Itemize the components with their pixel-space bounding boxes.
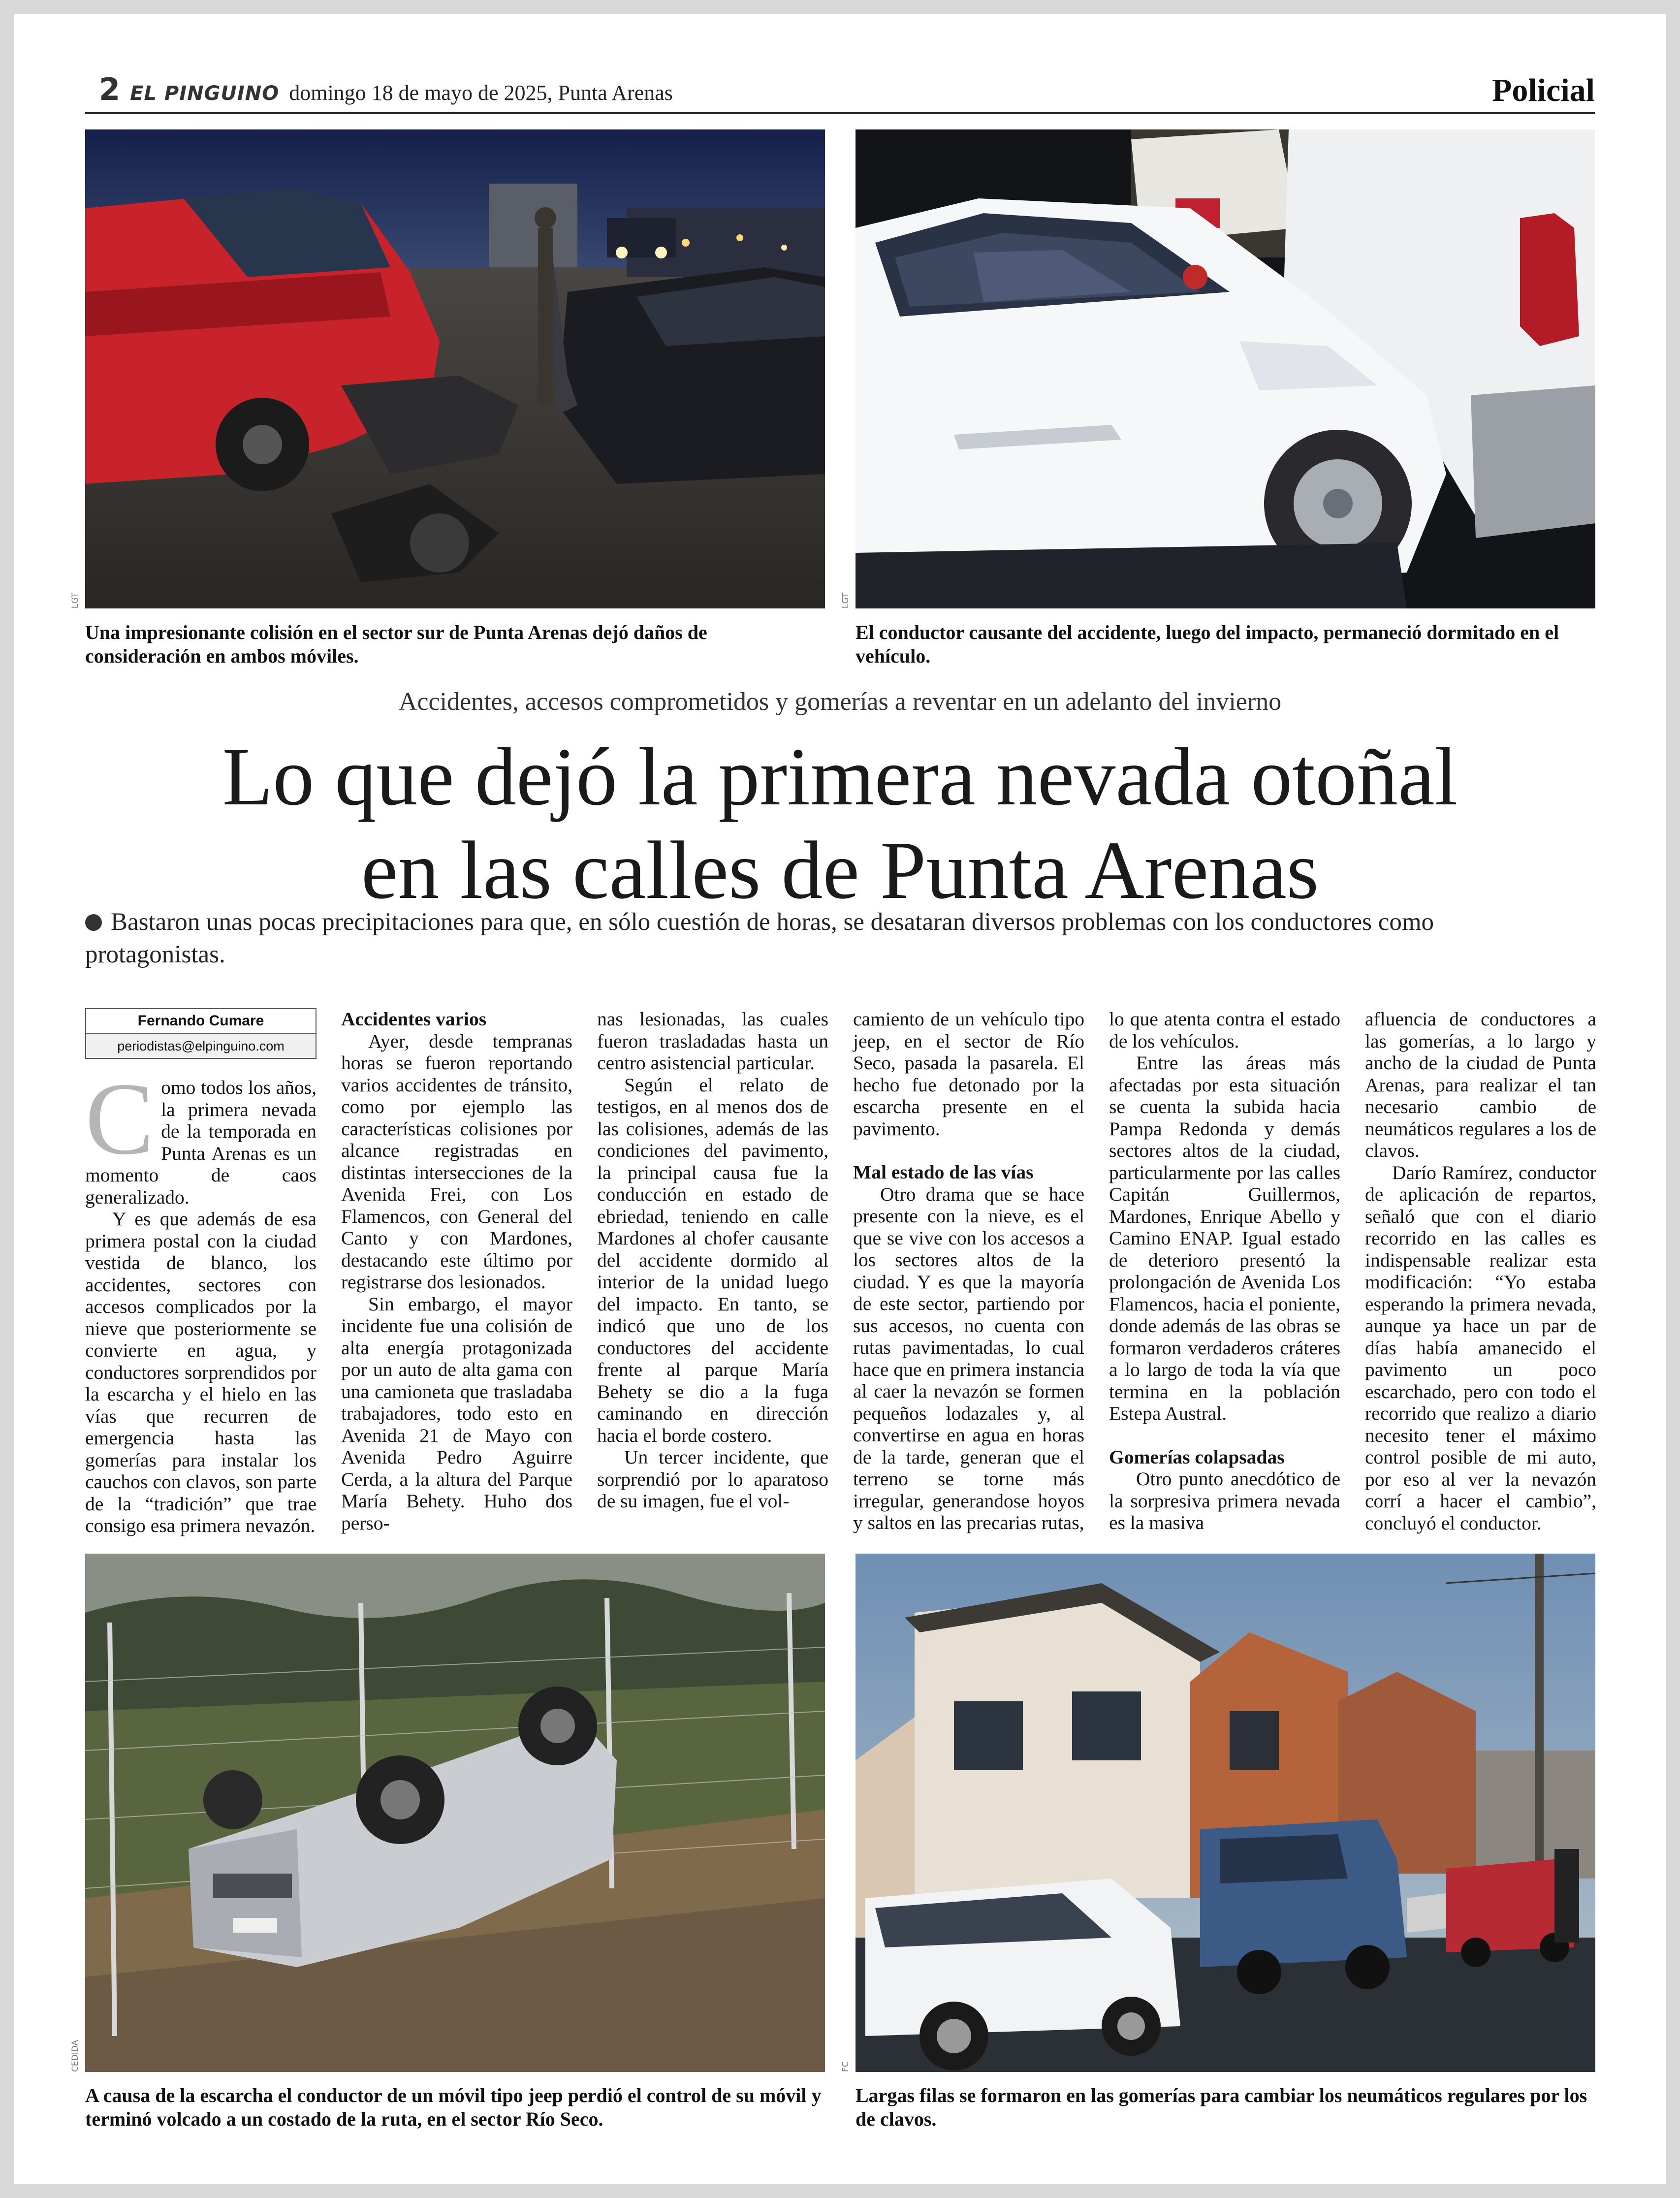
header-rule xyxy=(85,112,1595,114)
dateline: domingo 18 de mayo de 2025, Punta Arenas xyxy=(289,81,673,105)
photo-caption: A causa de la escarcha el conductor de un móvil tipo jeep perdió el control de su móvil y terminó volcado a un costado de la ruta, en el sector Río Seco. xyxy=(85,2084,822,2130)
photo-credit: LGT xyxy=(841,592,851,608)
headline-line-1: Lo que dejó la primera nevada otoñal xyxy=(222,731,1458,823)
newspaper-page xyxy=(14,14,1666,2184)
subheading-vias: Mal estado de las vías xyxy=(853,1161,1034,1183)
bullet-icon xyxy=(85,914,102,931)
subheading-accidentes: Accidentes varios xyxy=(341,1008,487,1030)
paragraph: Y es que además de esa primera postal con la ciudad vestida de blanco, los accidentes, sectores con accesos complicados por la nieve que posteriormente se convierte en agua, y conductores sorprendidos por la escarcha y el hielo en las vías que recurren de emergencia hasta las gomerías para instalar los cauchos con clavos, son parte de la “tradición” que trae consigo esa primera nevazón. xyxy=(85,1208,317,1536)
page-number: 2 xyxy=(99,71,121,107)
drop-cap: C xyxy=(85,1062,155,1176)
photo-gomeria-queue xyxy=(856,1554,1595,2072)
photo-caption: El conductor causante del accidente, luego del impacto, permaneció dormitado en el vehículo. xyxy=(856,621,1559,667)
photo-overturned-jeep xyxy=(85,1554,825,2072)
article-column-5 xyxy=(1109,1008,1340,1534)
paragraph: Ayer, desde tempranas horas se fueron reportando varios accidentes de tránsito, como por ejemplo las características colisiones por alcance registradas en distintas intersecciones de la Avenida Frei, con Los Flamencos, con General del Canto y con Mardones, destacando este último por registrarse dos lesionados. xyxy=(341,1030,572,1293)
paragraph: Otro punto anecdótico de la sorpresiva primera nevada es la masiva xyxy=(1109,1468,1340,1533)
paragraph: Según el relato de testigos, en al menos dos de las colisiones, además de las condiciones del pavimento, la principal causa fue la conducción en estado de ebriedad, teniendo en calle Mardones al chofer causante del accidente dormido al interior de la unidad luego del impacto. En tanto, se indicó que uno de los conductores del accidente frente al parque María Behety se dio a la fuga caminando en dirección hacia el borde costero. xyxy=(597,1074,828,1446)
photo-caption: Largas filas se formaron en las gomerías para cambiar los neumáticos regulares por los de clavos. xyxy=(856,2084,1587,2130)
intro-paragraph xyxy=(85,1062,317,1208)
article-column-4 xyxy=(853,1008,1084,1534)
publication-logo: EL PINGUINO xyxy=(130,82,280,105)
photo-collision-red-pickup xyxy=(85,129,825,608)
article-column-1 xyxy=(85,1008,317,1537)
author-email: periodistas@elpinguino.com xyxy=(86,1034,316,1058)
author-name: Fernando Cumare xyxy=(86,1009,316,1034)
paragraph: Otro drama que se hace presente con la nieve, es el que se vive con los accesos a los sectores altos de la ciudad. Y es que la mayoría de este sector, partiendo por sus accesos, no cuenta con rutas pavimentadas, lo cual hace que en primera instancia al caer la nevazón se formen pequeños lodazales y, al convertirse en agua en horas de la tarde, generan que el terreno se torne más irregular, generandose hoyos y saltos en las precarias rutas, xyxy=(853,1183,1084,1533)
deck-text: Bastaron unas pocas precipitaciones para que, en sólo cuestión de horas, se desataran diversos problemas con los conductores como protagonistas. xyxy=(85,908,1434,968)
page-header xyxy=(85,72,1595,111)
section-title: Policial xyxy=(1492,72,1595,108)
photo-caption: Una impresionante colisión en el sector sur de Punta Arenas dejó daños de consideración en ambos móviles. xyxy=(85,621,707,667)
article-column-3 xyxy=(597,1008,828,1512)
subheading-gomerias: Gomerías colapsadas xyxy=(1109,1446,1285,1468)
paragraph: afluencia de conductores a las gomerías, a lo largo y ancho de la ciudad de Punta Arenas, para realizar el tan necesario cambio de neumáticos regulares a los de clavos. xyxy=(1365,1008,1596,1161)
paragraph: Entre las áreas más afectadas por esta situación se cuenta la subida hacia Pampa Redonda y demás sectores altos de la ciudad, particularmente por las calles Capitán Guillermos, Mardones, Enrique Abello y Camino ENAP. Igual estado de deterioro presentó la prolongación de Avenida Los Flamencos, hacia el poniente, donde además de las obras se formaron verdaderos cráteres a lo largo de toda la vía que termina en la población Estepa Austral. xyxy=(1109,1052,1340,1424)
paragraph: camiento de un vehículo tipo jeep, en el sector de Río Seco, pasada la pasarela. El hecho fue detonado por la escarcha presente en el pavimento. xyxy=(853,1008,1084,1140)
article-kicker: Accidentes, accesos comprometidos y gomerías a reventar en un adelanto del invierno xyxy=(398,688,1282,716)
photo-credit: FC xyxy=(841,2061,851,2072)
article-column-6 xyxy=(1365,1008,1596,1534)
photo-white-car-crash xyxy=(856,129,1595,608)
intro-text: omo todos los años, la primera nevada de la temporada en Punta Arenas es un momento de caos generalizado. xyxy=(85,1077,317,1208)
article-deck xyxy=(85,906,1503,971)
byline-box xyxy=(85,1008,317,1059)
paragraph: Sin embargo, el mayor incidente fue una colisión de alta energía protagonizada por un auto de alta gama con una camioneta que trasladaba trabajadores, todo esto en Avenida 21 de Mayo con Avenida Pedro Aguirre Cerda, a la altura del Parque María Behety. Huho dos perso- xyxy=(341,1293,572,1534)
photo-credit: LGT xyxy=(70,592,80,608)
headline-line-2: en las calles de Punta Arenas xyxy=(361,825,1319,916)
article-headline xyxy=(14,730,1666,917)
article-column-2 xyxy=(341,1008,572,1534)
paragraph: lo que atenta contra el estado de los vehículos. xyxy=(1109,1008,1340,1052)
paragraph: nas lesionadas, las cuales fueron trasladadas hasta un centro asistencial particular. xyxy=(597,1008,828,1074)
paragraph: Un tercer incidente, que sorprendió por lo aparatoso de su imagen, fue el vol- xyxy=(597,1446,828,1512)
paragraph: Darío Ramírez, conductor de aplicación de repartos, señaló que con el diario recorrido en las calles es indispensable realizar esta modificación: “Yo estaba esperando la primera nevada, aunque ya hace un par de días había amanecido el pavimento un poco escarchado, pero con todo el recorrido que realizo a diario necesito tener el máximo control posible de mi auto, por eso al ver la nevazón corrí a hacer el cambio”, concluyó el conductor. xyxy=(1365,1161,1596,1534)
photo-credit: CEDIDA xyxy=(70,2039,80,2072)
